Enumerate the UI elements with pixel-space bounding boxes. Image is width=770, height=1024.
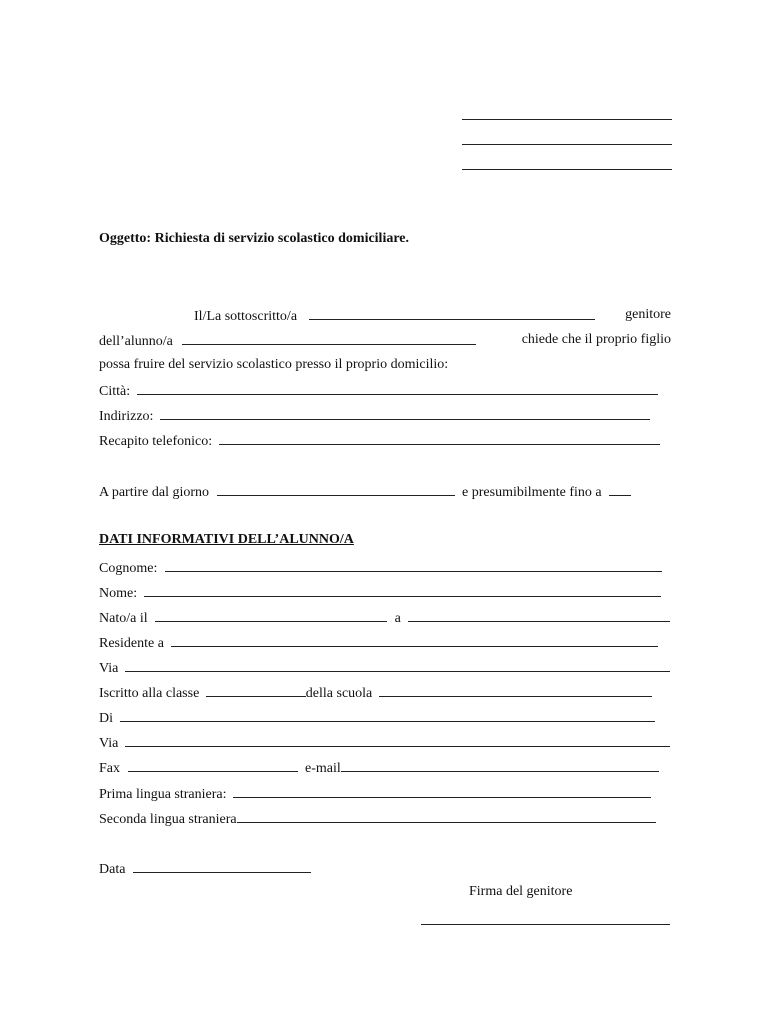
city-field[interactable] (137, 381, 658, 395)
surname-label: Cognome: (99, 561, 158, 576)
student-name-field[interactable] (182, 331, 476, 345)
parent-label: genitore (625, 307, 671, 322)
asks-label: chiede che il proprio figlio (521, 332, 671, 347)
school-street-label: Via (99, 736, 119, 751)
fax-label: Fax (99, 761, 120, 776)
from-date-field[interactable] (217, 482, 455, 496)
street-label: Via (99, 661, 119, 676)
birth-row (99, 608, 670, 628)
first-language-field[interactable] (233, 784, 651, 798)
recipient-address-line-3[interactable] (462, 169, 672, 170)
second-language-field[interactable] (237, 809, 656, 823)
born-at-label: a (394, 611, 401, 626)
birth-date-field[interactable] (155, 608, 387, 622)
email-field[interactable] (341, 758, 659, 772)
date-row (99, 859, 311, 879)
school-field[interactable] (379, 683, 652, 697)
name-field[interactable] (144, 583, 661, 597)
school-label: della scuola (305, 686, 373, 701)
recipient-address-line-1[interactable] (462, 119, 672, 120)
signature-label: Firma del genitore (469, 884, 573, 899)
recipient-address-line-2[interactable] (462, 144, 672, 145)
born-on-label: Nato/a il (99, 611, 148, 626)
surname-row (99, 558, 662, 578)
address-field[interactable] (160, 406, 650, 420)
signature-field[interactable] (421, 924, 670, 925)
city-label: Città: (99, 384, 131, 399)
class-field[interactable] (206, 683, 306, 697)
first-language-label: Prima lingua straniera: (99, 787, 227, 802)
request-line-3: possa fruire del servizio scolastico presso il proprio domicilio: (99, 357, 449, 372)
residence-row (99, 633, 658, 653)
until-label: e presumibilmente fino a (462, 485, 602, 500)
name-label: Nome: (99, 586, 138, 601)
date-field[interactable] (133, 859, 311, 873)
second-language-label: Seconda lingua straniera (99, 812, 237, 827)
phone-row (99, 431, 660, 451)
school-city-label: Di (99, 711, 113, 726)
street-row (99, 658, 670, 678)
fax-field[interactable] (128, 758, 298, 772)
street-field[interactable] (125, 658, 670, 672)
undersigned-label: Il/La sottoscritto/a (194, 309, 298, 324)
address-label: Indirizzo: (99, 409, 154, 424)
phone-label: Recapito telefonico: (99, 434, 213, 449)
phone-field[interactable] (219, 431, 660, 445)
from-date-label: A partire dal giorno (99, 485, 210, 500)
second-language-row (99, 809, 656, 829)
school-street-row (99, 733, 670, 753)
school-city-field[interactable] (120, 708, 655, 722)
email-label: e-mail (305, 761, 341, 776)
student-data-heading: DATI INFORMATIVI DELL’ALUNNO/A (99, 532, 354, 547)
undersigned-name-field[interactable] (309, 306, 595, 320)
resident-label: Residente a (99, 636, 164, 651)
first-language-row (99, 784, 651, 804)
residence-field[interactable] (171, 633, 658, 647)
address-row (99, 406, 650, 426)
surname-field[interactable] (165, 558, 662, 572)
name-row (99, 583, 661, 603)
school-city-row (99, 708, 655, 728)
contact-row (99, 758, 659, 778)
class-label: Iscritto alla classe (99, 686, 200, 701)
date-label: Data (99, 862, 126, 877)
class-row (99, 683, 652, 703)
city-row (99, 381, 658, 401)
request-line-1 (194, 306, 671, 326)
school-street-field[interactable] (125, 733, 670, 747)
until-date-field[interactable] (609, 482, 631, 496)
period-row (99, 482, 631, 502)
request-line-2 (99, 331, 671, 351)
birth-place-field[interactable] (408, 608, 670, 622)
subject-line: Oggetto: Richiesta di servizio scolastico domiciliare. (99, 231, 410, 246)
student-of-label: dell’alunno/a (99, 334, 173, 349)
